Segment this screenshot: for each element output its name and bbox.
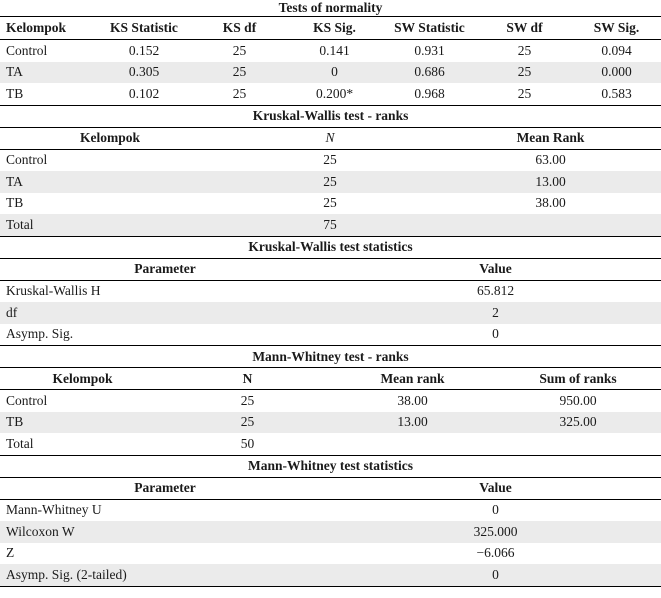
kw-ranks-table — [0, 106, 661, 237]
column-header-ks-df: KS df — [192, 17, 287, 40]
column-header-ks-statistic: KS Statistic — [96, 17, 192, 40]
cell: 0 — [287, 62, 382, 84]
table-row — [0, 171, 661, 193]
cell: Control — [6, 392, 48, 408]
cell — [495, 433, 661, 455]
column-header-sw-statistic: SW Statistic — [382, 17, 477, 40]
cell: 25 — [323, 195, 337, 211]
column-header-parameter: Parameter — [0, 258, 330, 280]
table-row — [0, 390, 661, 412]
cell: 0.931 — [414, 42, 445, 58]
cell: 0.583 — [572, 83, 661, 105]
cell: 0 — [330, 324, 661, 346]
cell: TA — [0, 171, 220, 193]
table-row — [0, 193, 661, 215]
table-row — [0, 433, 661, 455]
column-header-mean-rank: Mean rank — [330, 368, 495, 390]
table-row — [0, 214, 661, 236]
cell: 0.141 — [319, 42, 350, 58]
cell: 0.094 — [601, 42, 632, 58]
table-row — [0, 149, 661, 171]
cell: 2 — [330, 302, 661, 324]
kw-ranks-title: Kruskal-Wallis test - ranks — [0, 106, 661, 128]
cell: 25 — [165, 412, 330, 434]
column-header-n: N — [165, 368, 330, 390]
column-header-kelompok: Kelompok — [0, 17, 96, 40]
cell: 38.00 — [535, 195, 566, 211]
table-row — [0, 543, 661, 565]
cell: TB — [0, 83, 96, 105]
cell: Control — [6, 152, 48, 168]
column-header-ks-sig: KS Sig. — [287, 17, 382, 40]
cell: 0 — [492, 502, 499, 518]
cell: 0.686 — [382, 62, 477, 84]
cell: 25 — [192, 62, 287, 84]
cell: 63.00 — [535, 152, 566, 168]
table-row — [0, 280, 661, 302]
table-row — [0, 83, 661, 105]
column-header-sum-of-ranks: Sum of ranks — [495, 368, 661, 390]
column-header-sw-df: SW df — [477, 17, 572, 40]
table-row — [0, 412, 661, 434]
cell: Total — [0, 433, 165, 455]
cell: 0.305 — [96, 62, 192, 84]
cell: Kruskal-Wallis H — [6, 283, 101, 299]
cell: 950.00 — [559, 392, 597, 408]
table-row — [0, 40, 661, 62]
cell: 25 — [517, 42, 532, 58]
table-row — [0, 302, 661, 324]
cell: −6.066 — [476, 545, 515, 561]
cell — [440, 214, 661, 236]
cell: df — [0, 302, 330, 324]
cell: 25 — [232, 42, 247, 58]
cell: Asymp. Sig. — [0, 324, 330, 346]
cell: Total — [0, 214, 220, 236]
table-row — [0, 521, 661, 543]
normality-title: Tests of normality — [0, 0, 661, 17]
cell: 25 — [477, 83, 572, 105]
kw-stats-title: Kruskal-Wallis test statistics — [0, 237, 661, 259]
cell: 0.102 — [96, 83, 192, 105]
cell: Z — [6, 545, 15, 561]
column-header-value: Value — [330, 258, 661, 280]
mw-stats-table — [0, 456, 661, 587]
cell: Wilcoxon W — [0, 521, 330, 543]
cell: TB — [6, 195, 24, 211]
cell: 25 — [220, 171, 440, 193]
mw-stats-title: Mann-Whitney test statistics — [0, 456, 661, 478]
cell: 13.00 — [440, 171, 661, 193]
column-header-mean-rank: Mean Rank — [440, 127, 661, 149]
cell: 65.812 — [476, 283, 515, 299]
cell: 325.000 — [330, 521, 661, 543]
cell: 50 — [165, 433, 330, 455]
column-header-value: Value — [330, 477, 661, 499]
column-header-n: N — [220, 127, 440, 149]
cell — [330, 433, 495, 455]
cell: 0.000 — [572, 62, 661, 84]
column-header-sw-sig: SW Sig. — [572, 17, 661, 40]
table-row — [0, 564, 661, 586]
cell: 0.200* — [287, 83, 382, 105]
table-row — [0, 62, 661, 84]
cell: 25 — [477, 62, 572, 84]
cell: 38.00 — [397, 392, 428, 408]
cell: 0 — [330, 564, 661, 586]
mw-ranks-table — [0, 346, 661, 456]
cell: 75 — [220, 214, 440, 236]
cell: TA — [0, 62, 96, 84]
cell: TB — [0, 412, 165, 434]
table-row — [0, 324, 661, 346]
cell: 25 — [240, 392, 255, 408]
kw-stats-table — [0, 237, 661, 347]
cell: 25 — [192, 83, 287, 105]
cell: Asymp. Sig. (2-tailed) — [0, 564, 330, 586]
column-header-parameter: Parameter — [0, 477, 330, 499]
normality-table — [0, 0, 661, 106]
mw-ranks-title: Mann-Whitney test - ranks — [0, 346, 661, 368]
table-row — [0, 499, 661, 521]
cell: 25 — [323, 152, 337, 168]
cell: 13.00 — [330, 412, 495, 434]
cell: Control — [6, 42, 48, 58]
cell: Mann-Whitney U — [6, 502, 102, 518]
column-header-kelompok: Kelompok — [0, 368, 165, 390]
cell: 0.152 — [128, 42, 160, 58]
column-header-kelompok: Kelompok — [0, 127, 220, 149]
cell: 0.968 — [382, 83, 477, 105]
cell: 325.00 — [495, 412, 661, 434]
